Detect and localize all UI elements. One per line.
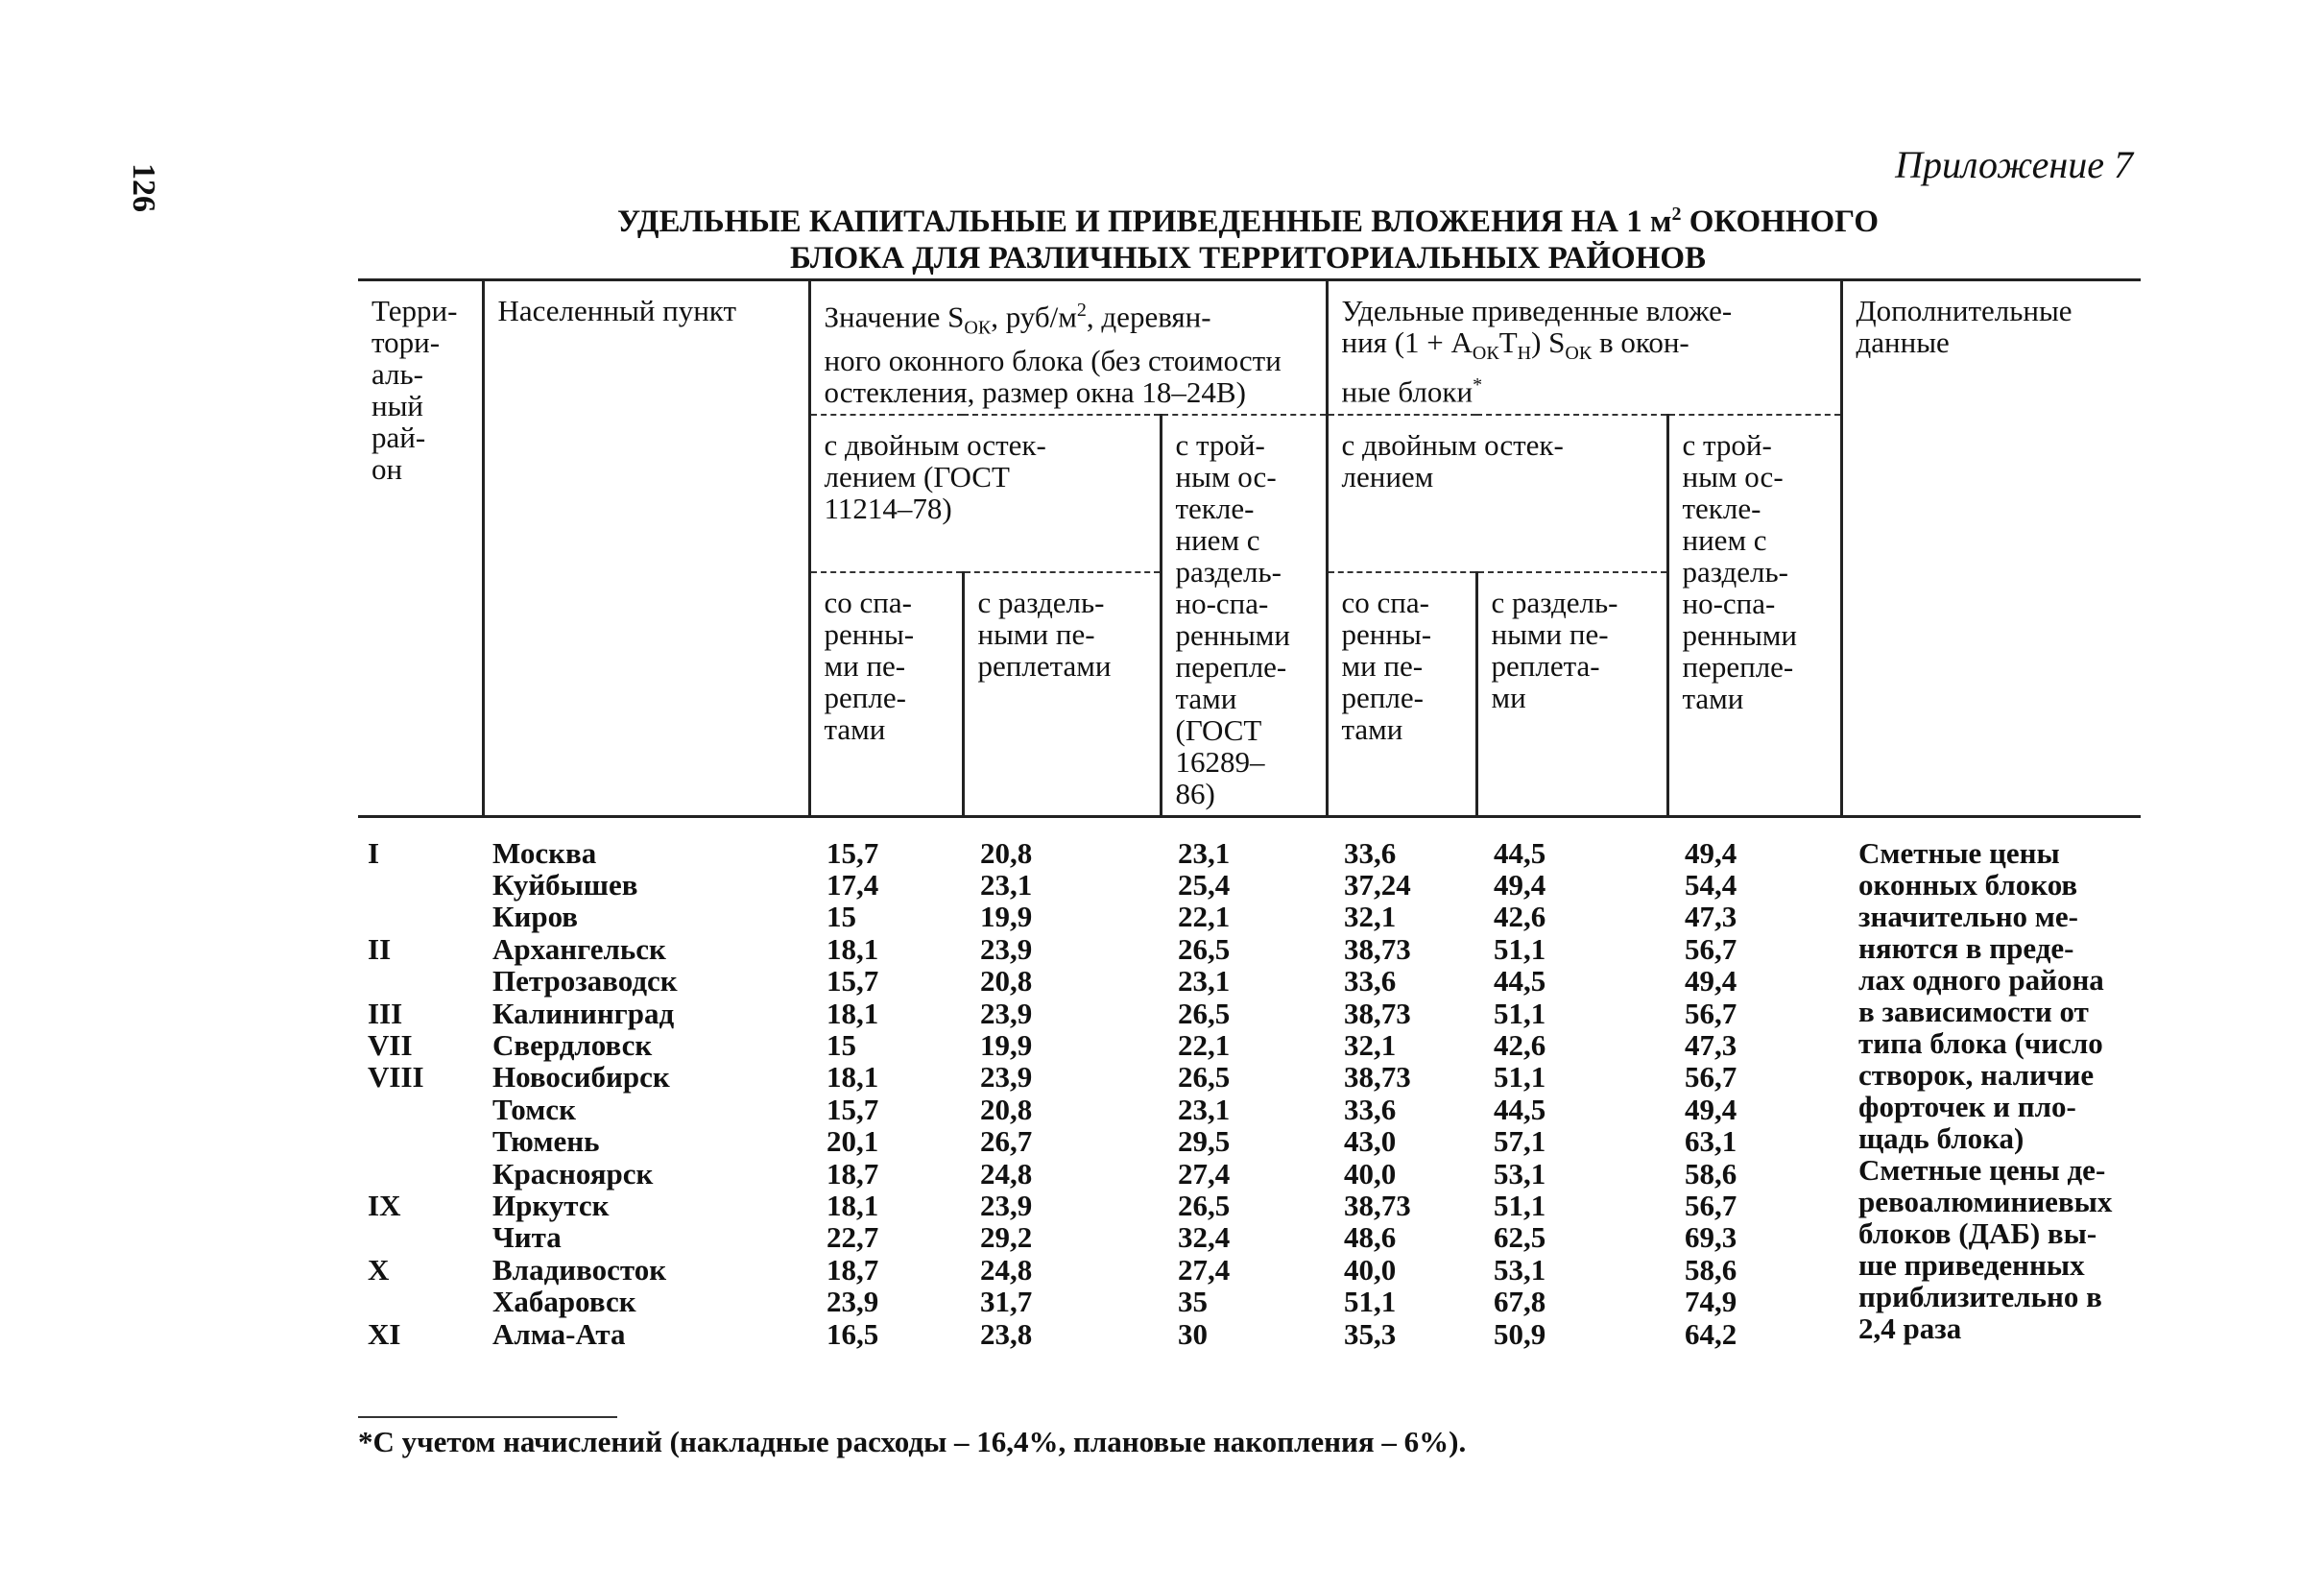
locality-column: Москва Куйбышев Киров Архангельск Петрозаводск Калининград Свердловск Новосибирск Томск Тюмень Красноярск Иркутск Чита Владивосток Хабаровск Алма-Ата [492,835,678,1351]
reduced-paired-column: 33,6 37,24 32,1 38,73 33,6 38,73 32,1 38,73 33,6 43,0 40,0 38,73 48,6 40,0 51,1 35,3 [1344,835,1411,1351]
value-triple-column: 23,1 25,4 22,1 26,5 23,1 26,5 22,1 26,5 23,1 29,5 27,4 26,5 32,4 27,4 35 30 [1178,835,1231,1351]
page-title [576,196,1920,277]
header-district: Терри- тори- аль- ный рай- он [358,280,483,817]
header-triple-plain: с трой- ным ос- текле- нием с раздель- но-спа- ренными перепле- тами [1667,415,1841,817]
footnote: *С учетом начислений (накладные расходы – 16,4%, плановые накопления – 6%). [358,1425,1467,1458]
reduced-separate-column: 44,5 49,4 42,6 51,1 44,5 51,1 42,6 51,1 44,5 57,1 53,1 51,1 62,5 53,1 67,8 50,9 [1494,835,1546,1351]
appendix-label: Приложение 7 [1895,143,2133,186]
header-paired-1: со спа- ренны- ми пе- репле- тами [809,572,963,816]
value-separate-column: 20,8 23,1 19,9 23,9 20,8 23,9 19,9 23,9 20,8 26,7 24,8 23,9 29,2 24,8 31,7 23,8 [980,835,1033,1351]
table-body-row [358,816,2141,1350]
page-number: 126 [126,163,161,212]
value-paired-column: 15,7 17,4 15 18,1 15,7 18,1 15 18,1 15,7 20,1 18,7 18,1 22,7 18,7 23,9 16,5 [827,835,879,1351]
header-double-plain: с двойным остек- лением [1327,415,1667,572]
header-separate-2: с раздель- ными пе- реплета- ми [1476,572,1667,816]
header-locality: Населенный пункт [483,280,809,817]
header-additional: Дополнительные данные [1841,280,2141,817]
header-triple-gost: с трой- ным ос- текле- нием с раздель- но-спа- ренными перепле- тами (ГОСТ 16289– 86) [1161,415,1327,817]
header-separate-1: с раздель- ными пе- реплетами [963,572,1161,816]
footnote-rule [358,1416,617,1418]
reduced-triple-column: 49,4 54,4 47,3 56,7 49,4 56,7 47,3 56,7 49,4 63,1 58,6 56,7 69,3 58,6 74,9 64,2 [1685,835,1737,1351]
data-table [358,278,2141,1350]
district-column: I II III VII VIII IX X XI [368,835,424,1351]
additional-notes: Сметные цены оконных блоков значительно ме- няются в преде- лах одного района в зависимости от типа блока (число створок, наличие форточек и пло- щадь блока) Сметные цены де- ревоалюминиевых блоков (ДАБ) вы- ше приведенных приблизительно в 2,4 раза [1858,835,2113,1345]
header-double-gost: с двойным остек- лением (ГОСТ 11214–78) [809,415,1161,572]
header-paired-2: со спа- ренны- ми пе- репле- тами [1327,572,1476,816]
header-reduced-group: Удельные приведенные вложе- ния $(1 + А_{ОК}Т_Н)$ $S_{ОК}$ в окон- ные блоки* [1327,280,1841,415]
title-line-1: УДЕЛЬНЫЕ КАПИТАЛЬНЫЕ И ПРИВЕДЕННЫЕ ВЛОЖЕНИЯ НА 1 $м^2$ ОКОННОГО [616,204,1880,239]
header-value-group: Значение $S_{ОК}$, руб/$м^2$, деревян- ного оконного блока (без стоимости остекления, размер окна 18–24В) [809,280,1327,415]
title-line-2: БЛОКА ДЛЯ РАЗЛИЧНЫХ ТЕРРИТОРИАЛЬНЫХ РАЙОНОВ [789,241,1707,276]
